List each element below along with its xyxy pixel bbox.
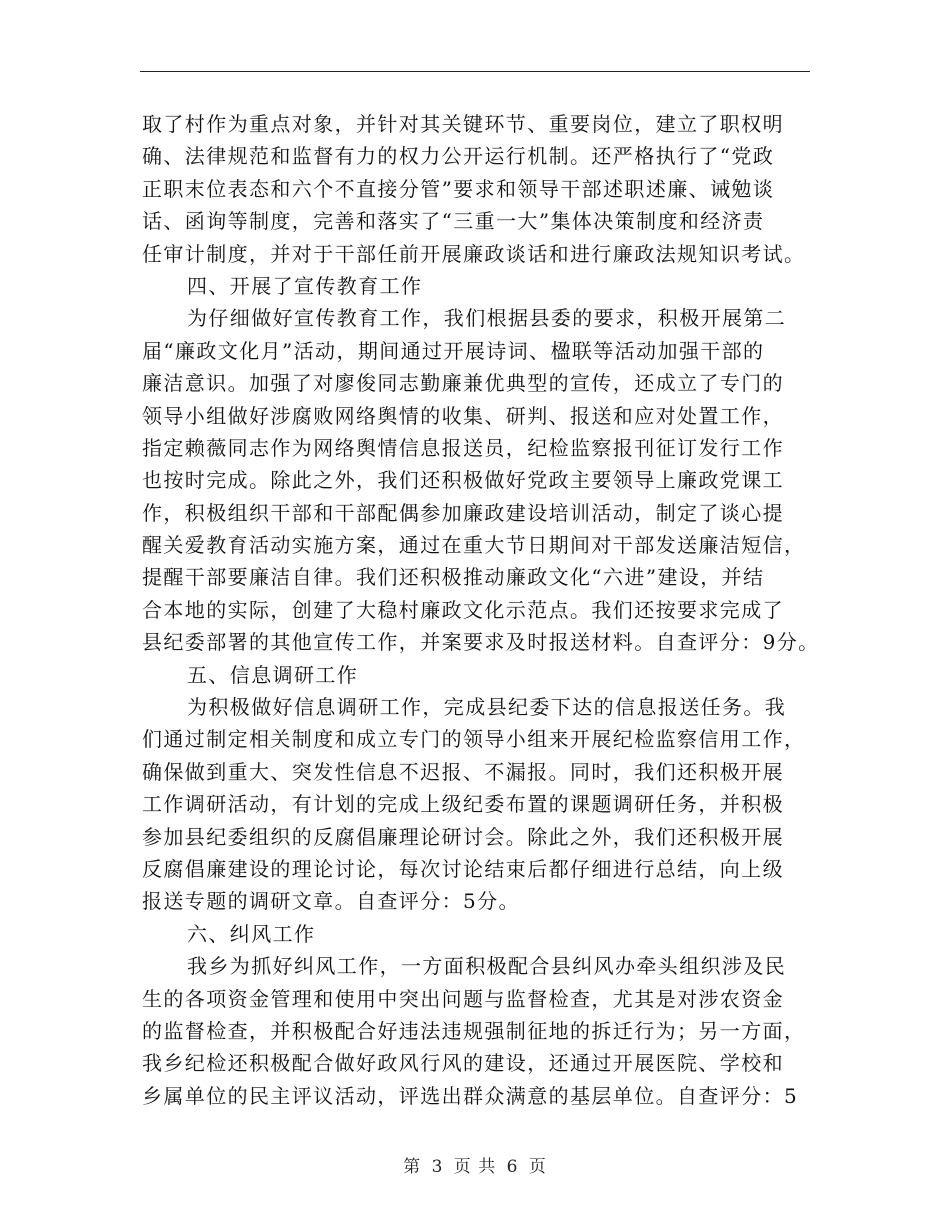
text-line: 工作调研活动，有计划的完成上级纪委布置的课题调研任务，并积极 bbox=[142, 792, 784, 817]
paragraph-start-line: 我乡为抓好纠风工作，一方面积极配合县纠风办牵头组织涉及民 bbox=[187, 954, 787, 979]
text-line: 醒关爱教育活动实施方案，通过在重大节日期间对干部发送廉洁短信， bbox=[142, 533, 806, 558]
text-line: 届“廉政文化月”活动，期间通过开展诗词、楹联等活动加强干部的 bbox=[142, 338, 765, 363]
paragraph-start-line: 为积极做好信息调研工作，完成县纪委下达的信息报送任务。我 bbox=[187, 695, 787, 720]
text-line: 合本地的实际，创建了大稳村廉政文化示范点。我们还按要求完成了 bbox=[142, 597, 784, 622]
footer-current-page: 3 bbox=[431, 1157, 444, 1177]
footer-prefix: 第 bbox=[403, 1157, 422, 1177]
text-line: 话、函询等制度，完善和落实了“三重一大”集体决策制度和经济责 bbox=[142, 209, 765, 234]
text-line: 我乡纪检还积极配合做好政风行风的建设，还通过开展医院、学校和 bbox=[142, 1051, 784, 1076]
text-line: 县纪委部署的其他宣传工作，并案要求及时报送材料。自查评分：9分。 bbox=[142, 630, 820, 655]
text-line: 廉洁意识。加强了对廖俊同志勤廉兼优典型的宣传，还成立了专门的 bbox=[142, 371, 784, 396]
text-line: 生的各项资金管理和使用中突出问题与监督检查，尤其是对涉农资金 bbox=[142, 986, 784, 1011]
text-line: 领导小组做好涉腐败网络舆情的收集、研判、报送和应对处置工作， bbox=[142, 403, 784, 428]
paragraph-start-line: 五、信息调研工作 bbox=[187, 662, 359, 687]
text-line: 正职末位表态和六个不直接分管”要求和领导干部述职述廉、诫勉谈 bbox=[142, 176, 775, 201]
text-line: 的监督检查，并积极配合好违法违规强制征地的拆迁行为；另一方面， bbox=[142, 1018, 806, 1043]
text-line: 确保做到重大、突发性信息不迟报、不漏报。同时，我们还积极开展 bbox=[142, 759, 784, 784]
text-line: 任审计制度，并对于干部任前开展廉政谈话和进行廉政法规知识考试。 bbox=[142, 241, 806, 266]
text-line: 们通过制定相关制度和成立专门的领导小组来开展纪检监察信用工作， bbox=[142, 727, 806, 752]
page-footer bbox=[0, 1152, 950, 1177]
paragraph-start-line: 六、纠风工作 bbox=[187, 921, 316, 946]
text-line: 参加县纪委组织的反腐倡廉理论研讨会。除此之外，我们还积极开展 bbox=[142, 824, 784, 849]
text-line: 指定赖薇同志作为网络舆情信息报送员，纪检监察报刊征订发行工作 bbox=[142, 435, 784, 460]
text-line: 反腐倡廉建设的理论讨论，每次讨论结束后都仔细进行总结，向上级 bbox=[142, 856, 784, 881]
footer-suffix: 页 bbox=[528, 1157, 547, 1177]
header-rule bbox=[140, 71, 810, 72]
paragraph-start-line: 四、开展了宣传教育工作 bbox=[187, 273, 423, 298]
text-line: 作，积极组织干部和干部配偶参加廉政建设培训活动，制定了谈心提 bbox=[142, 500, 784, 525]
document-body bbox=[142, 108, 842, 1112]
text-line: 乡属单位的民主评议活动，评选出群众满意的基层单位。自查评分：5 bbox=[142, 1083, 799, 1108]
text-line: 取了村作为重点对象，并针对其关键环节、重要岗位，建立了职权明 bbox=[142, 112, 784, 136]
text-line: 提醒干部要廉洁自律。我们还积极推动廉政文化“六进”建设，并结 bbox=[142, 565, 765, 590]
footer-middle: 页 共 bbox=[453, 1157, 497, 1177]
text-line: 也按时完成。除此之外，我们还积极做好党政主要领导上廉政党课工 bbox=[142, 468, 784, 493]
text-line: 确、法律规范和监督有力的权力公开运行机制。还严格执行了“党政 bbox=[142, 144, 775, 169]
text-line: 报送专题的调研文章。自查评分：5分。 bbox=[142, 889, 520, 914]
paragraph-start-line: 为仔细做好宣传教育工作，我们根据县委的要求，积极开展第二 bbox=[187, 306, 787, 331]
footer-total-pages: 6 bbox=[506, 1157, 519, 1177]
